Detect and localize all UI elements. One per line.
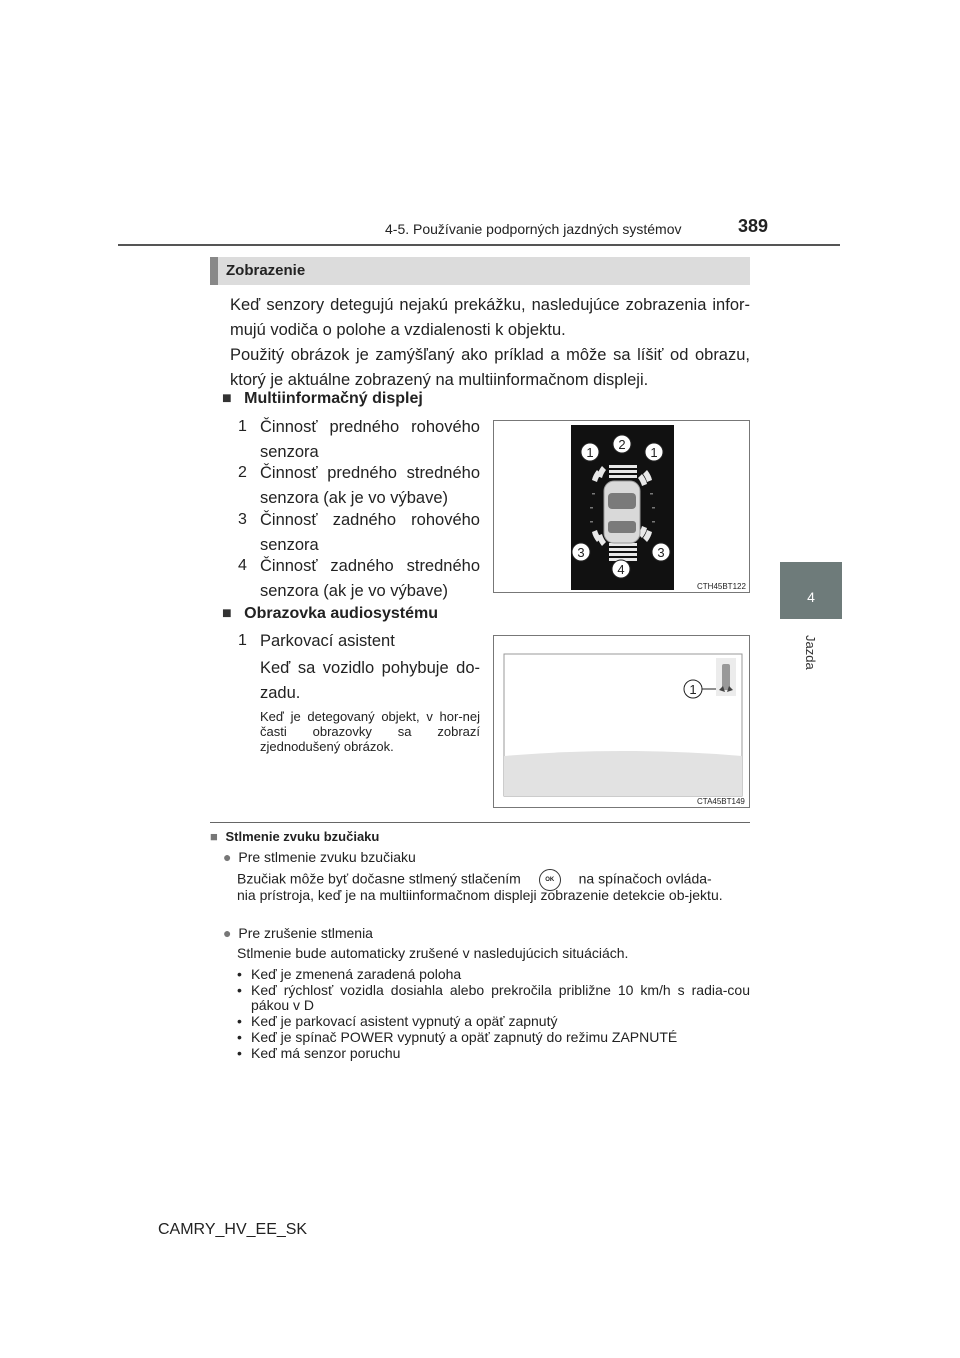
marker-4: 4: [617, 562, 625, 577]
figure-code: CTH45BT122: [697, 582, 746, 591]
item-number: 4: [238, 557, 247, 574]
notes-sub2-text: Stlmenie bude automaticky zrušené v nasledujúcich situáciách.: [237, 945, 629, 961]
notes-sub2-title: ● Pre zrušenie stlmenia: [223, 925, 373, 941]
audio-item-number: 1: [238, 632, 247, 649]
running-header-title: 4-5. Používanie podporných jazdných systémov: [385, 221, 682, 237]
intro-paragraph-2: Použitý obrázok je zamýšľaný ako príklad a môže sa líšiť od obrazu, ktorý je aktuálne zobrazený na multiinformačnom displeji.: [230, 346, 750, 389]
item-number: 1: [238, 418, 247, 435]
item-text: Činnosť zadného rohového senzora: [260, 511, 480, 554]
header-rule: [118, 244, 840, 246]
chapter-label-wrap: [778, 635, 844, 695]
screen-ground: [504, 751, 742, 796]
marker-3-right: 3: [657, 545, 665, 560]
item-text: Činnosť predného stredného senzora (ak je vo výbave): [260, 464, 480, 507]
notes-heading: ■ Stlmenie zvuku bzučiaku: [210, 829, 379, 844]
notes-sub1-line1: Bzučiak môže byť dočasne stlmený stlačením OK na spínačoch ovláda-: [237, 869, 750, 891]
item-text: Činnosť predného rohového senzora: [260, 418, 480, 461]
list-item: • Keď je parkovací asistent vypnutý a opäť zapnutý: [237, 1013, 558, 1029]
multi-display-figure: [493, 420, 750, 593]
chapter-tab: [780, 562, 842, 619]
marker-2: 2: [618, 437, 626, 452]
notes-sub1-line2: nia prístroja, keď je na multiinformačnom displeji zobrazenie detekcie ob-jektu.: [237, 887, 723, 903]
notes-rule: [210, 822, 750, 823]
item-number: 3: [238, 511, 247, 528]
marker-1-right: 1: [650, 445, 658, 460]
marker-1: 1: [689, 682, 697, 697]
audio-item-title: Parkovací asistent: [260, 632, 395, 650]
figure-code: CTA45BT149: [697, 797, 745, 806]
marker-3-left: 3: [577, 545, 585, 560]
item-number: 2: [238, 464, 247, 481]
audio-screen-illustration: [494, 636, 749, 807]
list-item: • Keď rýchlosť vozidla dosiahla alebo prekročila približne 10 km/h s radia-cou pákou v D: [237, 982, 750, 1013]
document-code: CAMRY_HV_EE_SK: [158, 1221, 308, 1238]
audio-display-figure: [493, 635, 750, 808]
audio-item-text: Keď sa vozidlo pohybuje do-zadu.: [260, 659, 480, 702]
audio-display-heading: ■ Obrazovka audiosystému: [222, 605, 438, 623]
car-sensor-illustration: [494, 421, 749, 592]
chapter-label: Jazda: [803, 635, 818, 670]
chapter-number: 4: [807, 589, 815, 605]
section-title: Zobrazenie: [210, 257, 750, 285]
notes-bullet-list: [237, 967, 750, 1062]
list-item: • Keď je zmenená zaradená poloha: [237, 966, 462, 982]
car-icon: [604, 481, 640, 543]
page-number: 389: [738, 216, 769, 236]
ok-button-icon: OK: [539, 869, 561, 891]
notes-sub1-title: ● Pre stlmenie zvuku bzučiaku: [223, 849, 416, 865]
audio-item-note: Keď je detegovaný objekt, v hor-nej časti obrazovky sa zobrazí zjednodušený obrázok.: [260, 709, 480, 754]
simplified-car: [722, 664, 730, 690]
list-item: • Keď je spínač POWER vypnutý a opäť zapnutý do režimu ZAPNUTÉ: [237, 1029, 678, 1045]
multi-display-heading: ■ Multiinformačný displej: [222, 390, 423, 408]
marker-1-left: 1: [586, 445, 594, 460]
item-text: Činnosť zadného stredného senzora (ak je vo výbave): [260, 557, 480, 600]
list-item: • Keď má senzor poruchu: [237, 1045, 401, 1061]
intro-paragraph-1: Keď senzory detegujú nejakú prekážku, nasledujúce zobrazenia infor-mujú vodiča o polohe a vzdialenosti k objektu.: [230, 296, 750, 339]
